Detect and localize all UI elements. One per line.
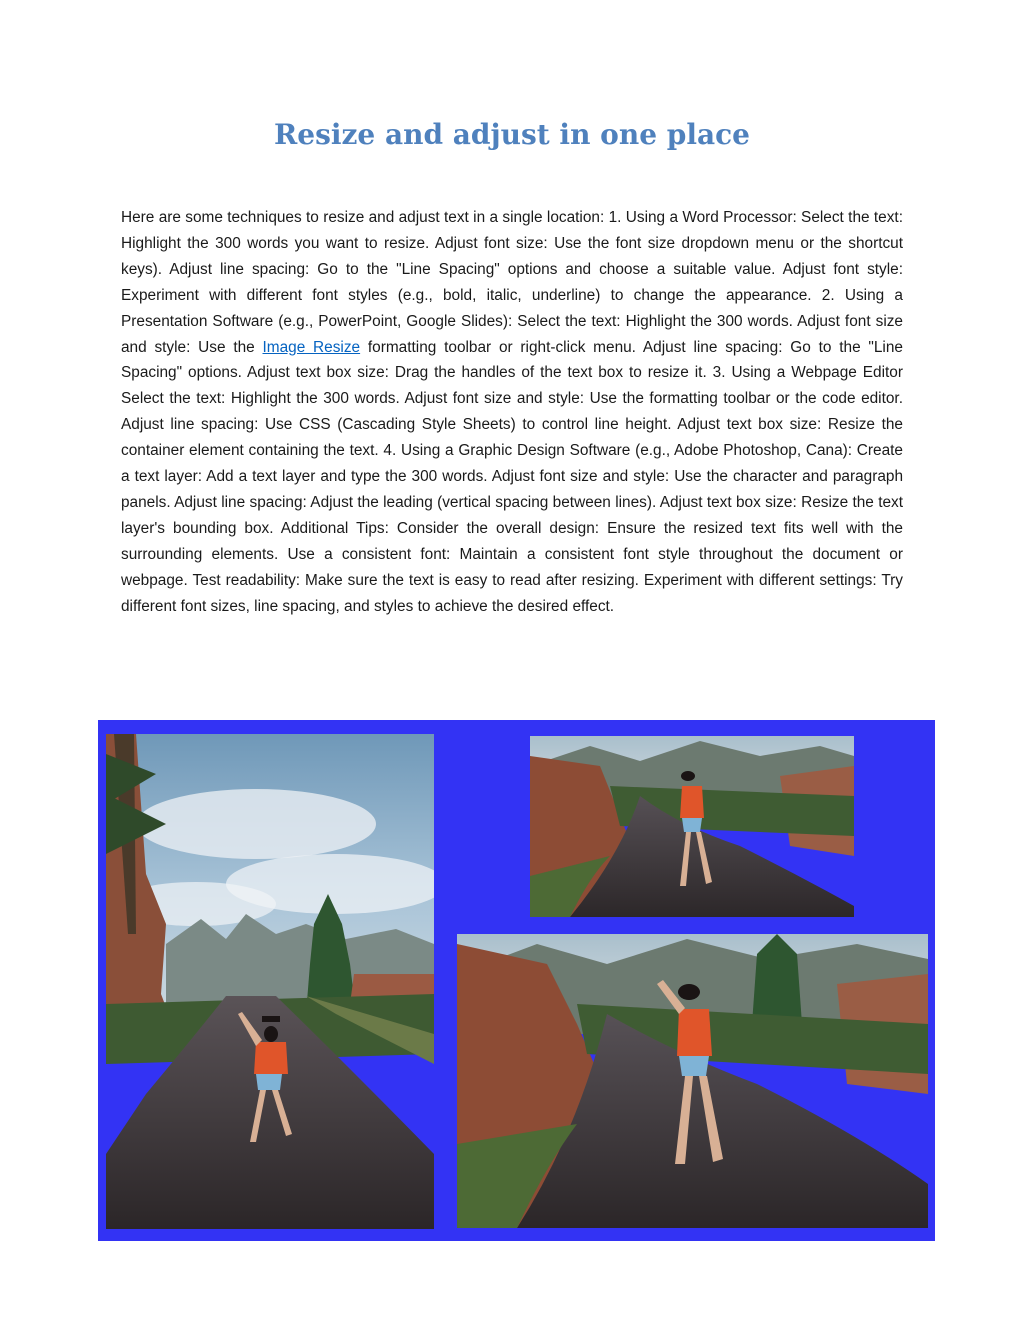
paragraph-text-start: Here are some techniques to resize and adjust text in a single location: 1. Using a Word Processor: Select the text: Highlight the 300 words you want to resize. Adjust font size: Use the font size dropdown menu or the shortcut keys). Adjust line spacing: Go to the "Line Spacing" options and choose a suitable value. Adjust font style: Experiment with different font styles (e.g., bold, italic, underline) to change the appearance. 2. Using a Presentation Software (e.g., PowerPoint, Google Slides): Select the text: Highlight the 300 words. Adjust font size and style: Use the <box>121 209 903 356</box>
small-landscape-road-photo <box>530 736 854 917</box>
large-landscape-road-photo <box>457 934 928 1228</box>
image-collage <box>98 720 935 1241</box>
body-paragraph <box>121 205 903 620</box>
image-resize-link[interactable]: Image Resize <box>262 338 361 356</box>
page-title: Resize and adjust in one place <box>274 118 750 151</box>
paragraph-text-end: formatting toolbar or right-click menu. Adjust line spacing: Go to the "Line Spacing" options. Adjust text box size: Drag the handles of the text box to resize it. 3. Using a Webpage Editor Select the text: Highlight the 300 words. Adjust font size and style: Use the formatting toolbar or the code editor. Adjust line spacing: Use CSS (Cascading Style Sheets) to control line height. Adjust text box size: Resize the container element containing the text. 4. Using a Graphic Design Software (e.g., Adobe Photoshop, Cana): Create a text layer: Add a text layer and type the 300 words. Adjust font size and style: Use the character and paragraph panels. Adjust line spacing: Adjust the leading (vertical spacing between lines). Adjust text box size: Resize the text layer's bounding box. Additional Tips: Consider the overall design: Ensure the resized text fits well with the surrounding elements. Use a consistent font: Maintain a consistent font style throughout the document or webpage. Test readability: Make sure the text is easy to read after resizing. Experiment with different settings: Try different font sizes, line spacing, and styles to achieve the desired effect. <box>121 338 903 615</box>
portrait-road-photo <box>106 734 434 1229</box>
